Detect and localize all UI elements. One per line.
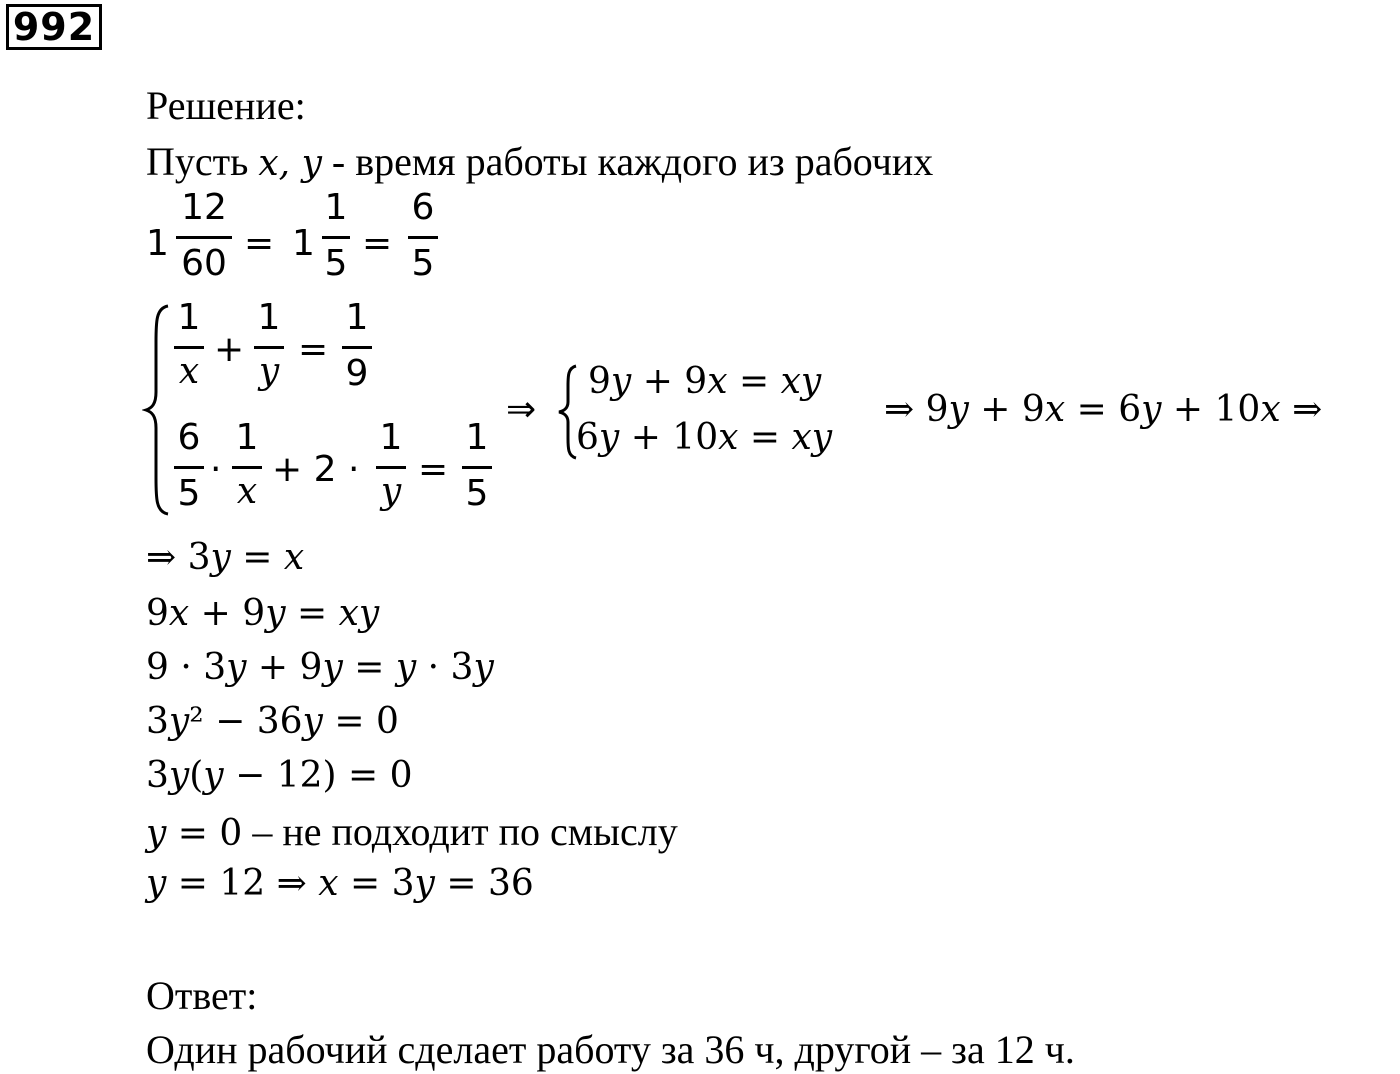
intro-prefix: Пусть — [146, 139, 259, 184]
implies-chain: ⇒ 9y + 9x = 6y + 10x ⇒ — [884, 389, 1323, 430]
s1r1-den-2: y — [258, 351, 280, 392]
s1r2-num-1: 6 — [177, 417, 201, 458]
s1r1-bar-2 — [254, 346, 284, 349]
s1r2-frac-4 — [462, 417, 492, 520]
s1r1-frac-1 — [174, 297, 204, 400]
system2-row2: 6y + 10x = xy — [576, 417, 833, 458]
s1r1-bar-3 — [342, 346, 372, 349]
line-reject — [146, 809, 678, 854]
conv-frac-3 — [408, 187, 438, 290]
conv-frac-1 — [176, 187, 232, 290]
line-final: y = 12 ⇒ x = 3y = 36 — [146, 863, 534, 904]
s1r2-frac-3 — [376, 417, 406, 520]
conv-frac-2 — [322, 187, 350, 290]
reject-expr: y = 0 — [146, 813, 243, 854]
s1r2-num-2: 1 — [235, 417, 259, 458]
s1r1-eq: = — [298, 329, 329, 370]
s1r1-num-2: 1 — [257, 297, 281, 338]
s1r2-num-3: 1 — [379, 417, 403, 458]
s1r1-den-1: x — [178, 351, 200, 392]
intro-line — [146, 139, 934, 184]
s1r2-eq: = — [418, 449, 449, 490]
s1r2-frac-2 — [232, 417, 262, 520]
conv-whole-2: 1 — [292, 223, 315, 264]
s1r2-den-1: 5 — [177, 473, 201, 514]
s1r2-den-4: 5 — [465, 473, 489, 514]
s1r1-plus: + — [214, 329, 245, 370]
s1r2-bar-3 — [376, 466, 406, 469]
s1r1-num-1: 1 — [177, 297, 201, 338]
conv-den-2: 5 — [324, 243, 348, 284]
intro-vars: x, y — [258, 143, 322, 184]
conv-num-3: 6 — [411, 187, 435, 228]
conv-whole-1: 1 — [146, 223, 169, 264]
implies-1: ⇒ — [506, 389, 537, 430]
s1r1-num-3: 1 — [345, 297, 369, 338]
s1r1-frac-2 — [254, 297, 284, 400]
conv-eq-1: = — [244, 223, 275, 264]
line-sum-eq: 9x + 9y = xy — [146, 593, 380, 634]
s1r2-bar-1 — [174, 466, 204, 469]
reject-text: – не подходит по смыслу — [242, 809, 678, 854]
s1r2-dot: · — [210, 449, 222, 490]
s1r2-bar-4 — [462, 466, 492, 469]
conv-bar-1 — [176, 236, 232, 239]
s1r2-frac-1 — [174, 417, 204, 520]
conv-den-1: 60 — [181, 243, 227, 284]
s1r2-plus-two-dot: + 2 · — [272, 449, 360, 490]
conv-bar-2 — [322, 236, 350, 239]
s1r2-den-3: y — [380, 471, 402, 512]
line-substitution: 9 · 3y + 9y = y · 3y — [146, 647, 494, 688]
line-quadratic: 3y² − 36y = 0 — [146, 701, 399, 742]
problem-number: 992 — [6, 4, 102, 50]
conv-num-1: 12 — [181, 187, 227, 228]
conv-bar-3 — [408, 236, 438, 239]
answer-text: Один рабочий сделает работу за 36 ч, другой – за 12 ч. — [146, 1027, 1075, 1072]
conv-eq-2: = — [362, 223, 393, 264]
s1r1-frac-3 — [342, 297, 372, 400]
answer-label: Ответ: — [146, 973, 258, 1018]
solution-label: Решение: — [146, 83, 306, 128]
system-brace-1 — [142, 302, 172, 518]
s1r2-num-4: 1 — [465, 417, 489, 458]
conv-den-3: 5 — [411, 243, 435, 284]
system2-row1: 9y + 9x = xy — [588, 361, 822, 402]
conv-num-2: 1 — [324, 187, 348, 228]
s1r2-den-2: x — [236, 471, 258, 512]
line-3y-eq-x: ⇒ 3y = x — [146, 537, 305, 578]
s1r1-bar-1 — [174, 346, 204, 349]
s1r1-den-3: 9 — [345, 353, 369, 394]
line-factored: 3y(y − 12) = 0 — [146, 755, 413, 796]
intro-suffix: - время работы каждого из рабочих — [321, 139, 934, 184]
s1r2-bar-2 — [232, 466, 262, 469]
